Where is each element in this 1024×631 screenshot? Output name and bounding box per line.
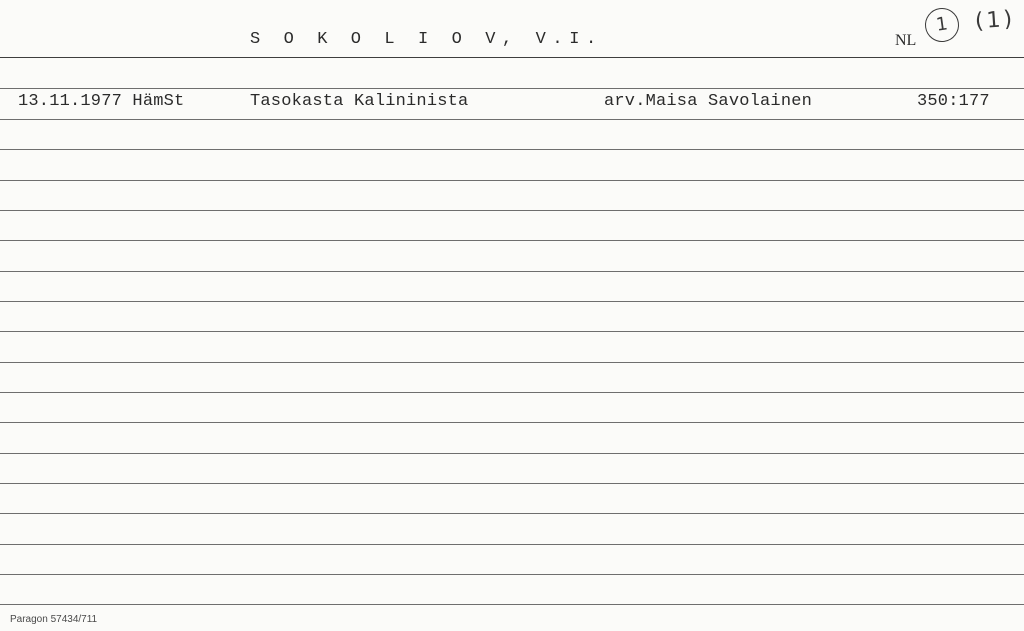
ruled-line [0, 544, 1024, 545]
ruled-line [0, 210, 1024, 211]
ruled-line [0, 88, 1024, 89]
entry-reviewer: arv.Maisa Savolainen [604, 92, 813, 111]
entry-code: 350:177 [917, 92, 990, 111]
ruled-line [0, 453, 1024, 454]
ruled-line [0, 422, 1024, 423]
ruled-line [0, 301, 1024, 302]
ruled-line [0, 362, 1024, 363]
ruled-line [0, 483, 1024, 484]
ruled-line [0, 271, 1024, 272]
ruled-line [0, 392, 1024, 393]
ruled-line [0, 604, 1024, 605]
ruled-line [0, 574, 1024, 575]
parenthesized-number: (1) [974, 6, 1016, 35]
ruled-line [0, 240, 1024, 241]
printer-imprint: Paragon 57434/711 [10, 614, 98, 625]
entry-date-source: 13.11.1977 HämSt [18, 92, 185, 111]
header-rule [0, 57, 1024, 58]
ruled-line [0, 331, 1024, 332]
ruled-line [0, 180, 1024, 181]
ruled-line [0, 119, 1024, 120]
entry-title: Tasokasta Kalininista [250, 92, 469, 111]
ruled-line [0, 149, 1024, 150]
nl-label: NL [895, 32, 917, 49]
ruled-line [0, 513, 1024, 514]
circled-number: 1 [923, 6, 961, 44]
author-name: S O K O L I O V, V.I. [250, 30, 603, 49]
